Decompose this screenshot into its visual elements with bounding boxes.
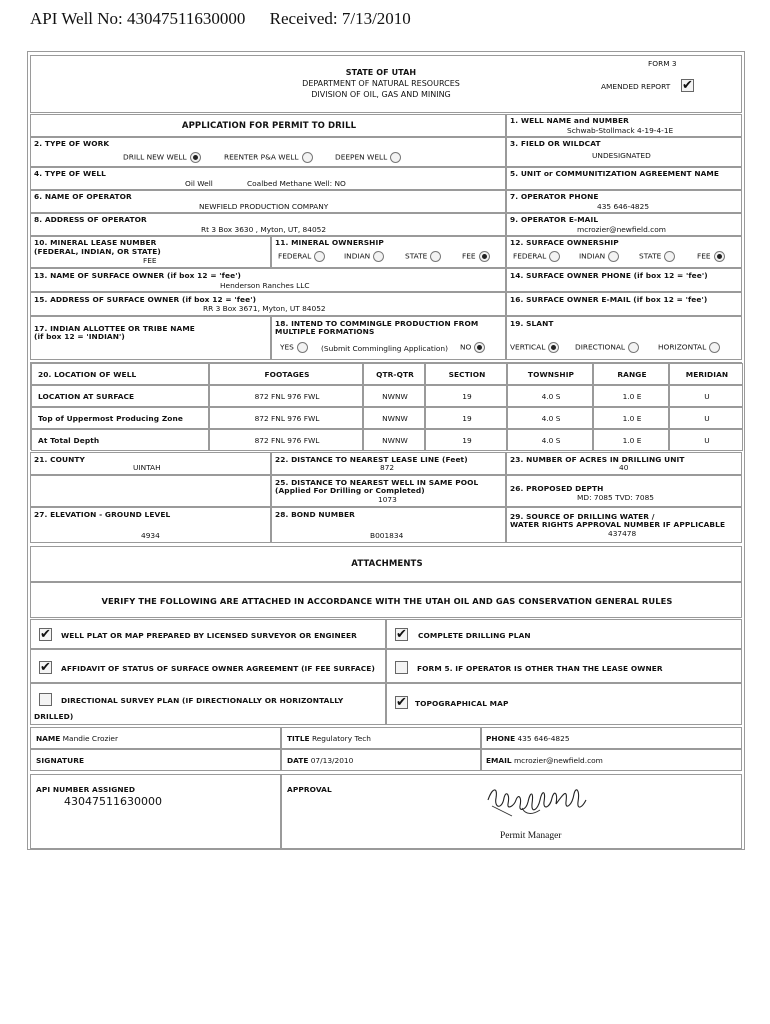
loc-row-0-range <box>593 385 669 407</box>
commingle-yes-label: YES <box>280 342 294 352</box>
field-4-box <box>30 167 506 190</box>
api-assigned-value: 43047511630000 <box>64 795 162 808</box>
reenter-label: REENTER P&A WELL <box>224 152 299 162</box>
signature-cell <box>30 749 281 771</box>
surface-fee-label: FEE <box>697 251 711 261</box>
mineral-ownership-label: 11. MINERAL OWNERSHIP <box>275 238 384 247</box>
loc-row-1-range <box>593 407 669 429</box>
operator-address-value: Rt 3 Box 3630 , Myton, UT, 84052 <box>201 225 327 234</box>
drill-new-well-label: DRILL NEW WELL <box>123 152 187 162</box>
field-2-box <box>30 137 506 167</box>
field-6-box <box>30 190 506 213</box>
directional-survey-checkbox[interactable] <box>39 693 52 706</box>
mineral-indian-radio[interactable] <box>373 251 384 262</box>
loc-row-1-section <box>425 407 507 429</box>
mineral-indian-option[interactable] <box>344 251 384 262</box>
field-29-box <box>506 507 742 543</box>
permit-form <box>27 51 745 850</box>
commingle-note: (Submit Commingling Application) <box>321 344 448 353</box>
surface-state-radio[interactable] <box>664 251 675 262</box>
bond-number-label: 28. BOND NUMBER <box>275 510 355 519</box>
lease-line-distance-label: 22. DISTANCE TO NEAREST LEASE LINE (Feet) <box>275 455 468 464</box>
attachments-header <box>30 546 742 582</box>
mineral-state-option[interactable] <box>405 251 441 262</box>
reenter-option[interactable] <box>224 152 313 163</box>
drill-new-well-option[interactable] <box>123 152 201 163</box>
loc-row-0-qtrqtr-text: NWNW <box>382 392 408 401</box>
loc-row-1-location <box>31 407 209 429</box>
loc-row-2-location-text: At Total Depth <box>38 436 100 445</box>
indian-allottee-label: 17. INDIAN ALLOTTEE OR TRIBE NAME <box>34 324 195 333</box>
mineral-indian-label: INDIAN <box>344 251 371 261</box>
directional-survey-label: DIRECTIONAL SURVEY PLAN (IF DIRECTIONALLY OR HORIZONTALLY <box>61 696 344 705</box>
field-1-box <box>506 114 742 137</box>
loc-header-footages <box>209 363 363 385</box>
acres-value: 40 <box>619 463 629 472</box>
drill-new-well-radio[interactable] <box>190 152 201 163</box>
loc-row-0-range-text: 1.0 E <box>622 392 642 401</box>
field-13-box <box>30 268 506 292</box>
mineral-lease-label: 10. MINERAL LEASE NUMBER <box>34 238 157 247</box>
field-27-box <box>30 507 271 543</box>
deepen-option[interactable] <box>335 152 401 163</box>
operator-address-label: 8. ADDRESS OF OPERATOR <box>34 215 147 224</box>
directional-survey-label-cont: DRILLED) <box>34 712 74 721</box>
affidavit-label: AFFIDAVIT OF STATUS OF SURFACE OWNER AGREEMENT (IF FEE SURFACE) <box>61 664 375 673</box>
date-label: DATE <box>287 756 309 765</box>
county-value: UINTAH <box>133 463 161 472</box>
loc-header-qtrqtr-text: QTR-QTR <box>376 370 414 379</box>
department-title: DEPARTMENT OF NATURAL RESOURCES <box>302 79 460 88</box>
surface-owner-name-label: 13. NAME OF SURFACE OWNER (if box 12 = 'fee') <box>34 271 242 280</box>
slant-label: 19. SLANT <box>510 319 554 328</box>
type-of-work-label: 2. TYPE OF WORK <box>34 139 110 148</box>
surface-federal-option[interactable] <box>513 251 560 262</box>
loc-header-location-text: 20. LOCATION OF WELL <box>38 370 137 379</box>
application-title-box <box>30 114 506 137</box>
mineral-fee-radio[interactable] <box>479 251 490 262</box>
page-header <box>30 9 411 29</box>
title-field <box>287 734 371 743</box>
loc-row-2-meridian-text: U <box>704 436 710 445</box>
loc-row-2-section-text: 19 <box>462 436 472 445</box>
loc-row-2-section <box>425 429 507 451</box>
loc-header-range-text: RANGE <box>617 370 647 379</box>
surface-owner-address-label: 15. ADDRESS OF SURFACE OWNER (if box 12 = 'fee') <box>34 295 257 304</box>
surface-federal-label: FEDERAL <box>513 251 547 261</box>
slant-vertical-radio[interactable] <box>548 342 559 353</box>
county-label: 21. COUNTY <box>34 455 85 464</box>
nearest-well-label: 25. DISTANCE TO NEAREST WELL IN SAME POOL <box>275 478 479 487</box>
attachment-form-5 <box>386 649 742 683</box>
attachment-directional-survey <box>30 683 386 725</box>
drilling-plan-label: COMPLETE DRILLING PLAN <box>418 631 531 640</box>
reenter-radio[interactable] <box>302 152 313 163</box>
mineral-federal-radio[interactable] <box>314 251 325 262</box>
deepen-label: DEEPEN WELL <box>335 152 388 162</box>
name-label: NAME <box>36 734 61 743</box>
commingle-sublabel: MULTIPLE FORMATIONS <box>275 327 375 336</box>
water-source-value: 437478 <box>608 529 637 538</box>
topo-map-checkbox[interactable]: ✔ <box>396 695 407 710</box>
surface-state-option[interactable] <box>639 251 675 262</box>
well-name-label: 1. WELL NAME and NUMBER <box>510 116 629 125</box>
field-17-box <box>30 316 271 360</box>
phone-label: PHONE <box>486 734 516 743</box>
commingle-no-label: NO <box>460 342 472 352</box>
loc-row-2-qtrqtr-text: NWNW <box>382 436 408 445</box>
elevation-label: 27. ELEVATION - GROUND LEVEL <box>34 510 171 519</box>
title-label: TITLE <box>287 734 310 743</box>
surface-fee-radio[interactable] <box>714 251 725 262</box>
mineral-federal-option[interactable] <box>278 251 325 262</box>
amended-report-label: AMENDED REPORT <box>601 82 671 91</box>
loc-header-township <box>507 363 593 385</box>
commingle-yes-option[interactable] <box>280 342 308 353</box>
field-10-box <box>30 236 271 268</box>
loc-header-location <box>31 363 209 385</box>
surface-owner-name-value: Henderson Ranches LLC <box>220 281 310 290</box>
loc-header-meridian-text: MERIDIAN <box>685 370 729 379</box>
attachment-well-plat <box>30 619 386 649</box>
field-12-box <box>506 236 742 268</box>
attachment-affidavit <box>30 649 386 683</box>
name-value: Mandie Crozier <box>62 734 118 743</box>
mineral-lease-value: FEE <box>143 256 157 265</box>
loc-row-1-footages-text: 872 FNL 976 FWL <box>254 414 320 423</box>
loc-row-2-range <box>593 429 669 451</box>
field-18-box <box>271 316 506 360</box>
indian-allottee-sublabel: (if box 12 = 'INDIAN') <box>34 332 125 341</box>
surface-ownership-label: 12. SURFACE OWNERSHIP <box>510 238 619 247</box>
field-7-box <box>506 190 742 213</box>
coalbed-methane-value: Coalbed Methane Well: NO <box>247 179 346 188</box>
loc-header-qtrqtr <box>363 363 425 385</box>
well-plat-label: WELL PLAT OR MAP PREPARED BY LICENSED SURVEYOR OR ENGINEER <box>61 631 357 640</box>
drilling-plan-checkbox[interactable]: ✔ <box>396 627 407 642</box>
signature-label: SIGNATURE <box>36 756 85 765</box>
form-5-checkbox[interactable] <box>395 661 408 674</box>
mineral-state-radio[interactable] <box>430 251 441 262</box>
mineral-fee-option[interactable] <box>462 251 490 262</box>
bond-number-value: B001834 <box>370 531 404 540</box>
loc-row-1-meridian <box>669 407 743 429</box>
loc-row-0-section <box>425 385 507 407</box>
loc-row-1-meridian-text: U <box>704 414 710 423</box>
loc-row-0-qtrqtr <box>363 385 425 407</box>
commingle-label: 18. INTEND TO COMMINGLE PRODUCTION FROM <box>275 319 479 328</box>
loc-header-footages-text: FOOTAGES <box>264 370 310 379</box>
field-wildcat-label: 3. FIELD OR WILDCAT <box>510 139 601 148</box>
loc-row-1-section-text: 19 <box>462 414 472 423</box>
surface-indian-option[interactable] <box>579 251 619 262</box>
state-title: STATE OF UTAH <box>345 68 417 77</box>
operator-phone-label: 7. OPERATOR PHONE <box>510 192 599 201</box>
field-25-box <box>271 475 506 507</box>
approval-label: APPROVAL <box>287 785 332 794</box>
email-field <box>486 756 603 765</box>
loc-row-1-range-text: 1.0 E <box>622 414 642 423</box>
form-header-box <box>30 55 742 113</box>
field-23-box <box>506 452 742 475</box>
slant-horizontal-radio[interactable] <box>709 342 720 353</box>
field-28-box <box>271 507 506 543</box>
type-of-well-label: 4. TYPE OF WELL <box>34 169 106 178</box>
loc-row-1-qtrqtr <box>363 407 425 429</box>
loc-row-0-location <box>31 385 209 407</box>
operator-name-label: 6. NAME OF OPERATOR <box>34 192 132 201</box>
affidavit-checkbox[interactable]: ✔ <box>40 660 51 675</box>
title-value: Regulatory Tech <box>311 734 371 743</box>
surface-state-label: STATE <box>639 251 662 261</box>
nearest-well-sublabel: (Applied For Drilling or Completed) <box>275 486 425 495</box>
slant-directional-label: DIRECTIONAL <box>575 342 626 352</box>
slant-directional-radio[interactable] <box>628 342 639 353</box>
surface-owner-email-label: 16. SURFACE OWNER E-MAIL (if box 12 = 'fee') <box>510 295 708 304</box>
loc-row-2-township <box>507 429 593 451</box>
loc-row-0-section-text: 19 <box>462 392 472 401</box>
proposed-depth-value: MD: 7085 TVD: 7085 <box>577 493 654 502</box>
loc-row-1-qtrqtr-text: NWNW <box>382 414 408 423</box>
amended-report-checkbox[interactable]: ✔ <box>682 78 693 93</box>
loc-header-township-text: TOWNSHIP <box>527 370 575 379</box>
slant-horizontal-label: HORIZONTAL <box>658 342 707 352</box>
loc-row-2-footages-text: 872 FNL 976 FWL <box>254 436 320 445</box>
division-title: DIVISION OF OIL, GAS AND MINING <box>311 90 451 99</box>
slant-vertical-option[interactable] <box>510 342 559 353</box>
api-assigned-label: API NUMBER ASSIGNED <box>36 785 136 794</box>
attachments-title: ATTACHMENTS <box>351 559 423 569</box>
mineral-federal-label: FEDERAL <box>278 251 312 261</box>
email-label: EMAIL <box>486 756 512 765</box>
title-cell <box>281 727 481 749</box>
water-source-sublabel: WATER RIGHTS APPROVAL NUMBER IF APPLICABLE <box>510 520 726 529</box>
commingle-no-option[interactable] <box>460 342 485 353</box>
topo-map-label: TOPOGRAPHICAL MAP <box>415 699 509 708</box>
name-field <box>36 734 118 743</box>
phone-cell <box>481 727 742 749</box>
loc-row-0-footages-text: 872 FNL 976 FWL <box>254 392 320 401</box>
attachment-topo-map <box>386 683 742 725</box>
date-cell <box>281 749 481 771</box>
surface-owner-phone-label: 14. SURFACE OWNER PHONE (if box 12 = 'fee') <box>510 271 708 280</box>
field-16-box <box>506 292 742 316</box>
name-cell <box>30 727 281 749</box>
operator-email-label: 9. OPERATOR E-MAIL <box>510 215 599 224</box>
elevation-value: 4934 <box>141 531 160 540</box>
permit-manager-text: Permit Manager <box>500 831 562 841</box>
loc-row-2-qtrqtr <box>363 429 425 451</box>
field-11-box <box>271 236 506 268</box>
api-well-number: API Well No: 43047511630000 <box>30 9 246 28</box>
operator-phone-value: 435 646-4825 <box>597 202 650 211</box>
loc-row-1-township <box>507 407 593 429</box>
location-table <box>30 362 742 450</box>
field-19-box <box>506 316 742 360</box>
loc-row-2-meridian <box>669 429 743 451</box>
surface-owner-address-value: RR 3 Box 3671, Myton, UT 84052 <box>203 304 326 313</box>
loc-row-0-meridian-text: U <box>704 392 710 401</box>
loc-row-0-township-text: 4.0 S <box>541 392 561 401</box>
date-field <box>287 756 353 765</box>
attachments-verify-text: VERIFY THE FOLLOWING ARE ATTACHED IN ACCORDANCE WITH THE UTAH OIL AND GAS CONSERVATION GENERAL RULES <box>101 596 673 606</box>
commingle-yes-radio[interactable] <box>297 342 308 353</box>
lease-line-distance-value: 872 <box>380 463 395 472</box>
surface-indian-radio[interactable] <box>608 251 619 262</box>
type-of-well-value: Oil Well <box>185 179 213 188</box>
date-value: 07/13/2010 <box>310 756 354 765</box>
api-assigned-cell <box>30 774 281 849</box>
loc-row-2-location <box>31 429 209 451</box>
loc-row-2-footages <box>209 429 363 451</box>
loc-header-range <box>593 363 669 385</box>
field-14-box <box>506 268 742 292</box>
proposed-depth-label: 26. PROPOSED DEPTH <box>510 484 604 493</box>
field-5-box <box>506 167 742 190</box>
operator-name-value: NEWFIELD PRODUCTION COMPANY <box>199 202 329 211</box>
mineral-fee-label: FEE <box>462 251 476 261</box>
surface-indian-label: INDIAN <box>579 251 606 261</box>
loc-row-0-location-text: LOCATION AT SURFACE <box>38 392 135 401</box>
application-title: APPLICATION FOR PERMIT TO DRILL <box>181 121 357 131</box>
field-15-box <box>30 292 506 316</box>
approval-signature <box>482 780 592 825</box>
field-9-box <box>506 213 742 236</box>
unit-agreement-label: 5. UNIT or COMMUNITIZATION AGREEMENT NAME <box>510 169 720 178</box>
approval-cell <box>281 774 742 849</box>
field-3-box <box>506 137 742 167</box>
field-8-box <box>30 213 506 236</box>
acres-label: 23. NUMBER OF ACRES IN DRILLING UNIT <box>510 455 685 464</box>
slant-vertical-label: VERTICAL <box>510 342 546 352</box>
well-name-value: Schwab-Stollmack 4-19-4-1E <box>567 126 674 135</box>
loc-row-1-township-text: 4.0 S <box>541 414 561 423</box>
mineral-state-label: STATE <box>405 251 428 261</box>
mineral-lease-sublabel: (FEDERAL, INDIAN, OR STATE) <box>34 247 161 256</box>
commingle-no-radio[interactable] <box>474 342 485 353</box>
nearest-well-value: 1073 <box>378 495 397 504</box>
deepen-radio[interactable] <box>390 152 401 163</box>
loc-row-0-township <box>507 385 593 407</box>
surface-fee-option[interactable] <box>697 251 725 262</box>
slant-horizontal-option[interactable] <box>658 342 720 353</box>
slant-directional-option[interactable] <box>575 342 639 353</box>
phone-value: 435 646-4825 <box>517 734 570 743</box>
attachment-drilling-plan <box>386 619 742 649</box>
operator-email-value: mcrozier@newfield.com <box>577 225 666 234</box>
form-5-label: FORM 5. IF OPERATOR IS OTHER THAN THE LEASE OWNER <box>417 664 663 673</box>
email-cell <box>481 749 742 771</box>
field-wildcat-value: UNDESIGNATED <box>592 151 651 160</box>
loc-header-section <box>425 363 507 385</box>
loc-header-meridian <box>669 363 743 385</box>
attachments-verify-box <box>30 582 742 618</box>
loc-row-1-location-text: Top of Uppermost Producing Zone <box>38 414 183 423</box>
field-21-box <box>30 452 271 475</box>
loc-row-1-footages <box>209 407 363 429</box>
email-value: mcrozier@newfield.com <box>513 756 603 765</box>
phone-field <box>486 734 570 743</box>
form-number: FORM 3 <box>648 59 677 68</box>
loc-header-section-text: SECTION <box>448 370 486 379</box>
well-plat-checkbox[interactable]: ✔ <box>40 627 51 642</box>
field-26-box <box>506 475 742 507</box>
surface-federal-radio[interactable] <box>549 251 560 262</box>
field-22-box <box>271 452 506 475</box>
water-source-label: 29. SOURCE OF DRILLING WATER / <box>510 512 655 521</box>
received-date: Received: 7/13/2010 <box>269 9 411 28</box>
field-24-blank <box>30 475 271 507</box>
loc-row-0-footages <box>209 385 363 407</box>
loc-row-0-meridian <box>669 385 743 407</box>
loc-row-2-township-text: 4.0 S <box>541 436 561 445</box>
loc-row-2-range-text: 1.0 E <box>622 436 642 445</box>
